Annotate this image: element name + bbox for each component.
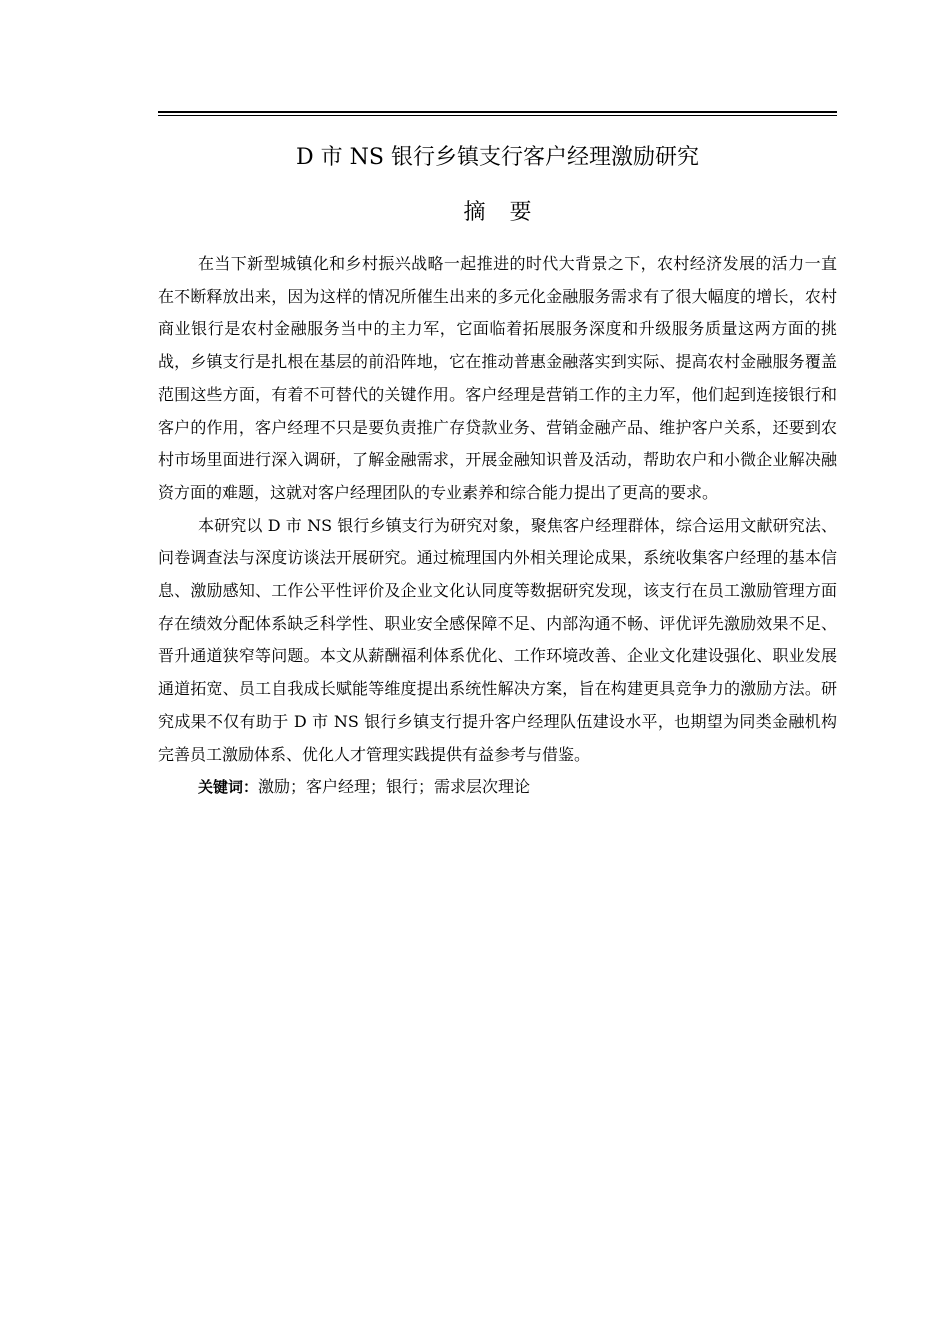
keywords-line xyxy=(158,771,837,804)
document-title: D 市 NS 银行乡镇支行客户经理激励研究 xyxy=(296,145,699,170)
keywords-label: 关键词： xyxy=(198,778,259,797)
abstract-paragraph: 在当下新型城镇化和乡村振兴战略一起推进的时代大背景之下，农村经济发展的活力一直在不断释放出来，因为这样的情况所催生出来的多元化金融服务需求有了很大幅度的增长，农村商业银行是农村金融服务当中的主力军，它面临着拓展服务深度和升级服务质量这两方面的挑战，乡镇支行是扎根在基层的前沿阵地，它在推动普惠金融落实到实际、提高农村金融服务覆盖范围这些方面，有着不可替代的关键作用。客户经理是营销工作的主力军，他们起到连接银行和客户的作用，客户经理不只是要负责推广存贷款业务、营销金融产品、维护客户关系，还要到农村市场里面进行深入调研，了解金融需求，开展金融知识普及活动，帮助农户和小微企业解决融资方面的难题，这就对客户经理团队的专业素养和综合能力提出了更高的要求。 xyxy=(158,254,837,502)
header-rule-thin xyxy=(158,115,837,116)
keywords-text: 激励；客户经理；银行；需求层次理论 xyxy=(258,777,531,797)
abstract-paragraph: 本研究以 D 市 NS 银行乡镇支行为研究对象，聚焦客户经理群体，综合运用文献研究法、问卷调查法与深度访谈法开展研究。通过梳理国内外相关理论成果，系统收集客户经理的基本信息、激励感知、工作公平性评价及企业文化认同度等数据研究发现，该支行在员工激励管理方面存在绩效分配体系缺乏科学性、职业安全感保障不足、内部沟通不畅、评优评先激励效果不足、晋升通道狭窄等问题。本文从薪酬福利体系优化、工作环境改善、企业文化建设强化、职业发展通道拓宽、员工自我成长赋能等维度提出系统性解决方案，旨在构建更具竞争力的激励方法。研究成果不仅有助于 D 市 NS 银行乡镇支行提升客户经理队伍建设水平，也期望为同类金融机构完善员工激励体系、优化人才管理实践提供有益参考与借鉴。 xyxy=(158,515,837,764)
abstract-body xyxy=(158,248,837,804)
header-rule xyxy=(158,111,837,113)
abstract-heading: 摘要 xyxy=(463,200,556,225)
